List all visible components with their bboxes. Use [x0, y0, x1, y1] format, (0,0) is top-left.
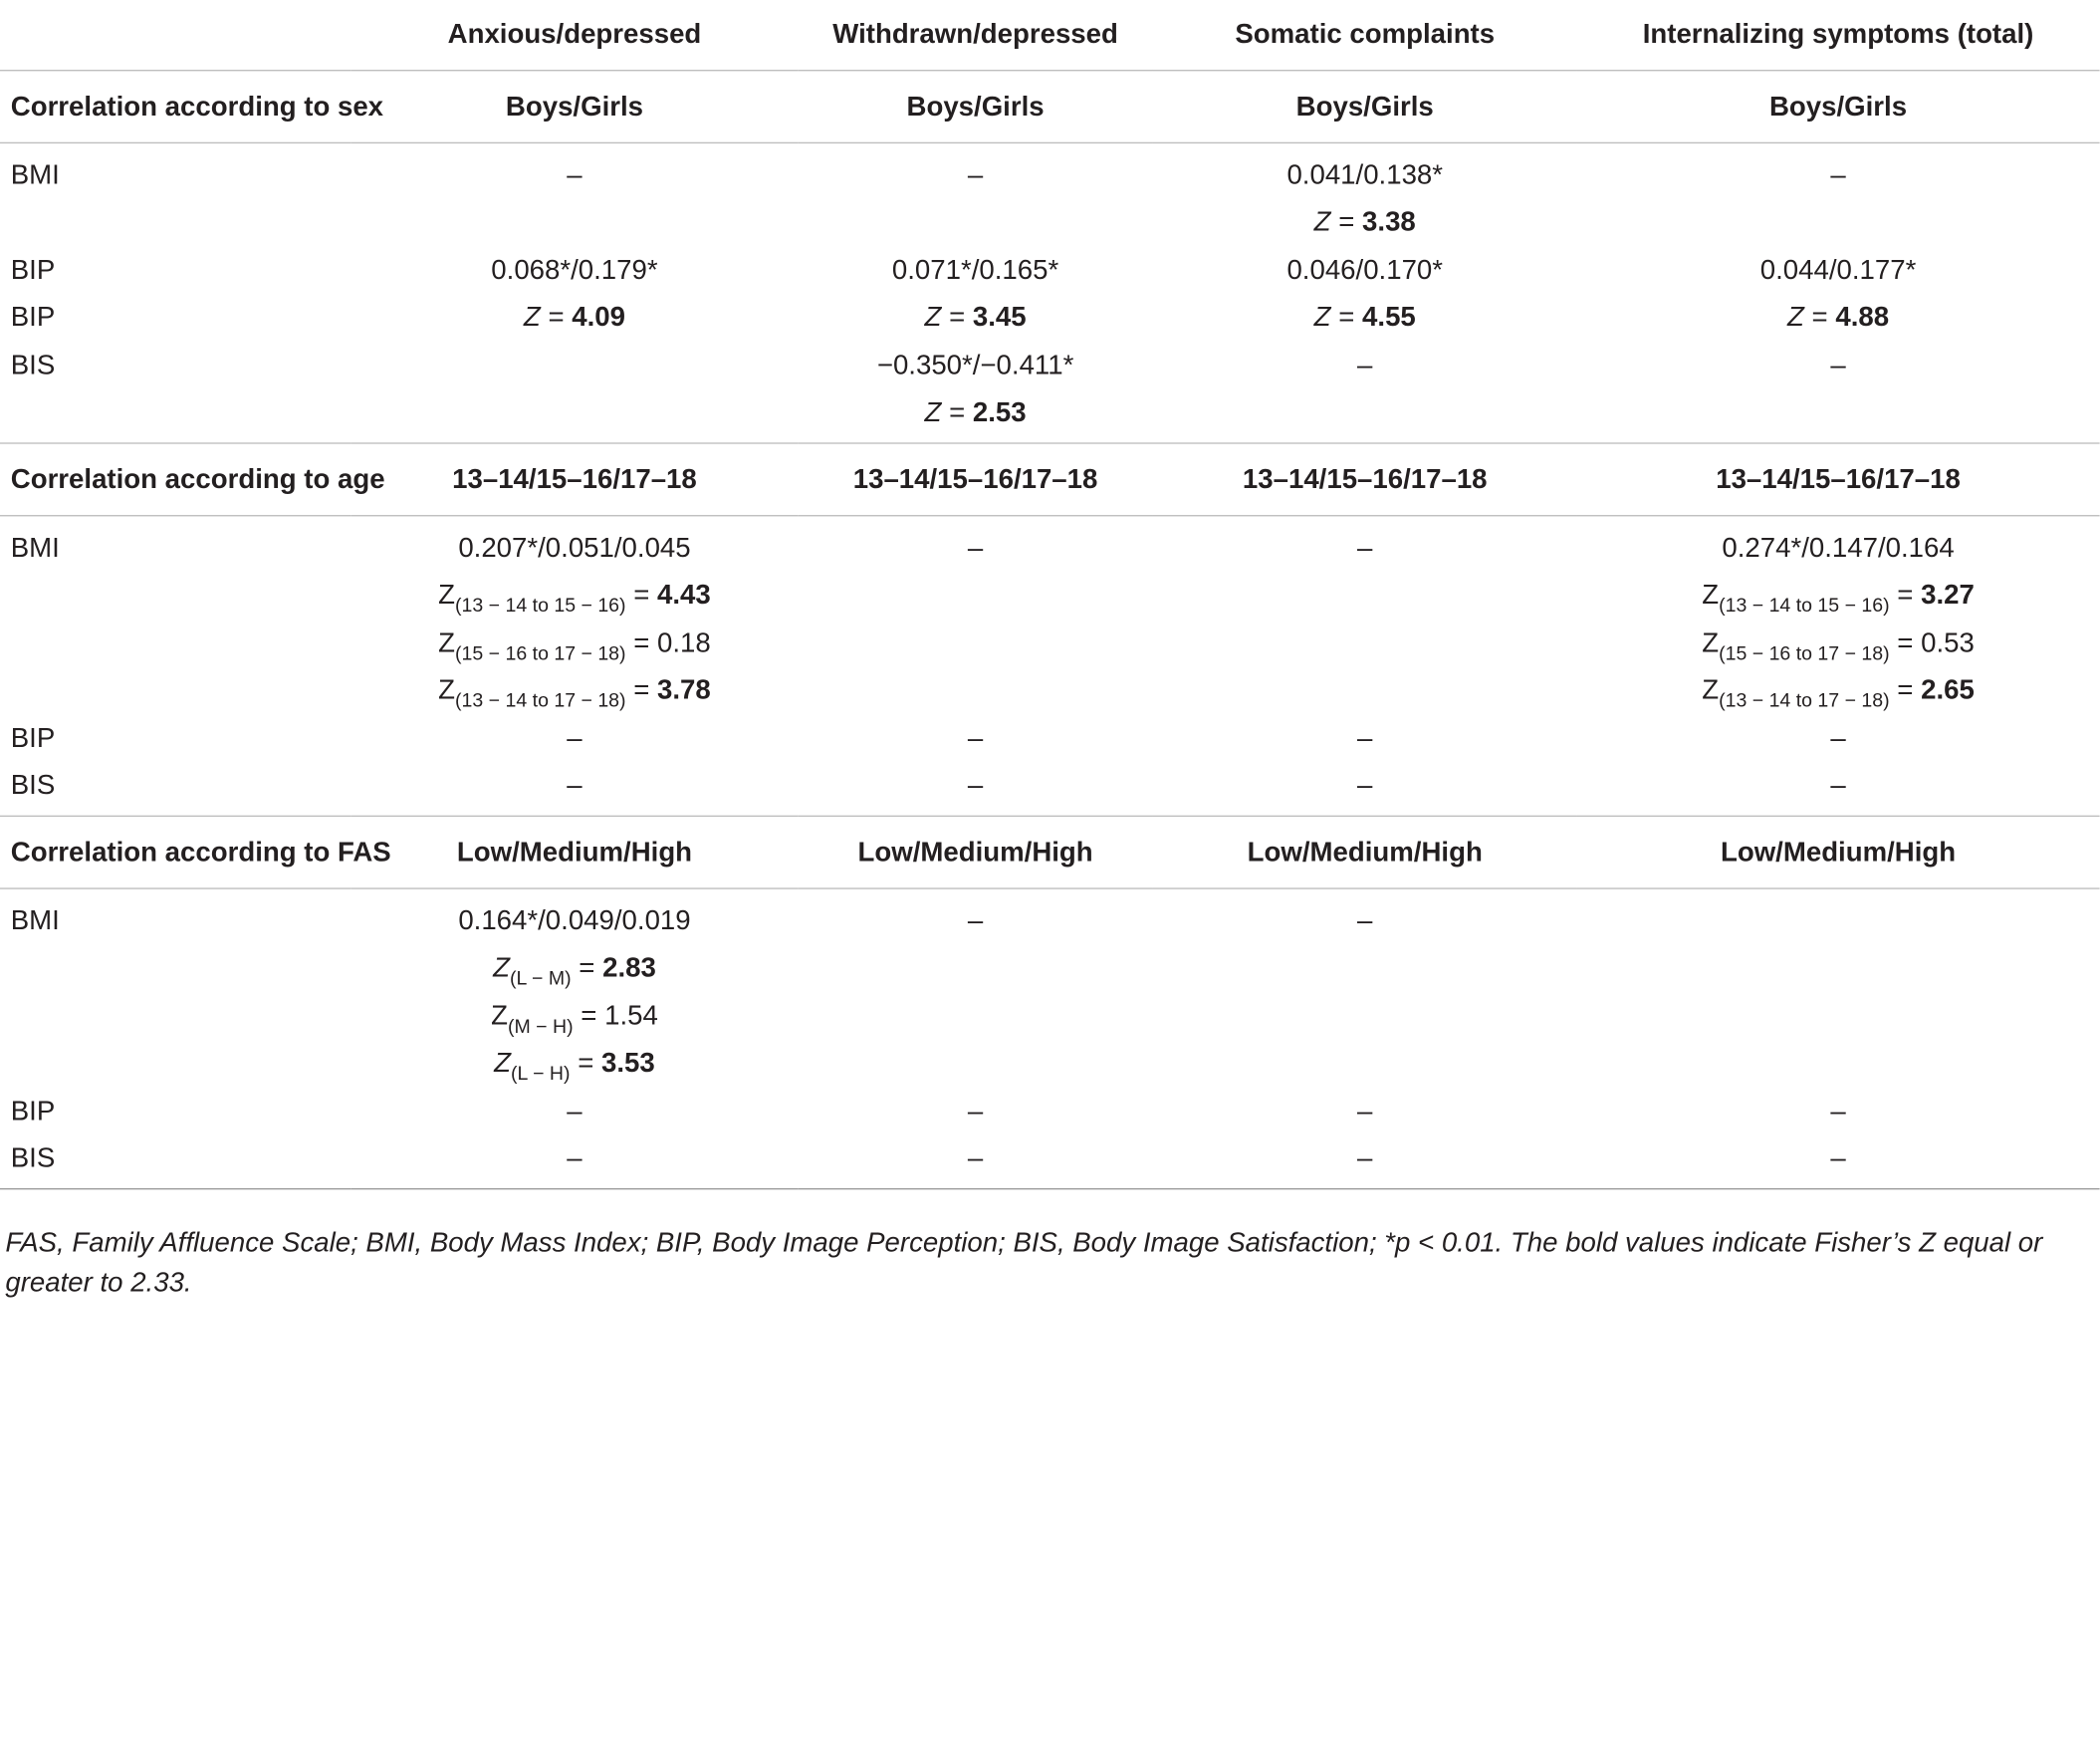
row-label: BIP [10, 302, 56, 334]
table-cell [1576, 199, 2099, 247]
section-group-label: 13–14/15–16/17–18 [351, 443, 798, 516]
table-cell: – [567, 722, 583, 754]
equals-sign: = [1897, 674, 1914, 706]
table-cell [1153, 992, 1576, 1040]
column-header-blank [0, 0, 351, 71]
row-label [0, 620, 351, 667]
table-cell [798, 667, 1153, 715]
equals-sign: = [1811, 302, 1828, 334]
row-label: BMI [10, 904, 60, 936]
section-group-label: Low/Medium/High [798, 816, 1153, 888]
table-row [0, 715, 2100, 763]
z-subscript: (13 − 14 to 15 − 16) [1719, 596, 1890, 618]
table-cell [798, 1040, 1153, 1088]
section-header-row [0, 71, 2100, 143]
fisher-z-cell [1153, 295, 1576, 343]
z-symbol: Z [494, 1047, 512, 1079]
table-body [0, 71, 2100, 1189]
table-cell: 0.207*/0.051/0.045 [458, 532, 691, 564]
table-cell: – [1357, 904, 1373, 936]
equals-sign: = [1897, 626, 1914, 658]
column-header-internalizing-total: Internalizing symptoms (total) [1642, 18, 2034, 50]
z-subscript: (M − H) [507, 1016, 574, 1038]
z-value: 2.53 [972, 396, 1027, 428]
table-cell: – [1357, 770, 1373, 802]
table-cell [1153, 620, 1576, 667]
section-group-label: 13–14/15–16/17–18 [798, 443, 1153, 516]
fisher-z-cell [351, 572, 798, 620]
equals-sign: = [1897, 580, 1914, 611]
z-symbol: Z [1702, 674, 1720, 706]
z-value: 3.38 [1362, 206, 1416, 238]
table-cell [1153, 572, 1576, 620]
z-value: 3.45 [972, 302, 1027, 334]
section-group-label: Low/Medium/High [351, 816, 798, 888]
section-header-row [0, 443, 2100, 516]
section-group-label: Boys/Girls [1153, 71, 1576, 143]
table-row [0, 1040, 2100, 1088]
z-subscript: (L − M) [509, 968, 572, 991]
table-cell: – [567, 770, 583, 802]
fisher-z-cell [351, 1040, 798, 1088]
fisher-z-cell [351, 295, 798, 343]
fisher-z-cell [1153, 199, 1576, 247]
row-label: BIP [10, 254, 56, 286]
fisher-z-cell [351, 667, 798, 715]
fisher-z-cell [351, 620, 798, 667]
z-subscript: (13 − 14 to 17 − 18) [1719, 690, 1890, 713]
table-cell: 0.041/0.138* [1286, 158, 1444, 190]
fisher-z-cell [798, 389, 1153, 443]
column-header-anxious-depressed: Anxious/depressed [447, 18, 702, 50]
table-cell: 0.068*/0.179* [491, 254, 658, 286]
table-cell: – [1357, 722, 1373, 754]
table-cell: – [567, 1095, 583, 1126]
row-label [0, 992, 351, 1040]
table-cell [1153, 389, 1576, 443]
fisher-z-cell [351, 992, 798, 1040]
section-group-label: Boys/Girls [798, 71, 1153, 143]
row-label [0, 199, 351, 247]
z-symbol: Z [1313, 206, 1331, 238]
table-cell [798, 620, 1153, 667]
table-cell: – [1830, 770, 1846, 802]
row-label [0, 1040, 351, 1088]
table-cell: – [567, 158, 583, 190]
z-symbol: Z [1786, 302, 1804, 334]
equals-sign: = [1338, 206, 1355, 238]
z-subscript: (15 − 16 to 17 − 18) [1719, 642, 1890, 665]
z-value: 4.43 [657, 580, 711, 611]
section-title: Correlation according to sex [0, 71, 351, 143]
table-cell: – [967, 1095, 984, 1126]
table-cell: – [351, 1135, 798, 1189]
table-cell [798, 199, 1153, 247]
row-label [0, 389, 351, 443]
table-cell [351, 389, 798, 443]
z-subscript: (L − H) [511, 1064, 571, 1086]
table-cell: 0.164*/0.049/0.019 [458, 904, 691, 936]
table-cell [351, 342, 798, 389]
section-group-label: Low/Medium/High [1576, 816, 2099, 888]
column-header-row [0, 0, 2100, 71]
fisher-z-cell [1576, 620, 2099, 667]
table-cell: 0.046/0.170* [1286, 254, 1444, 286]
row-label [0, 572, 351, 620]
z-symbol: Z [1702, 580, 1720, 611]
section-title: Correlation according to FAS [0, 816, 351, 888]
table-cell [1576, 945, 2099, 993]
row-label: BIS [0, 1135, 351, 1189]
z-value: 3.27 [1921, 580, 1975, 611]
z-subscript: (13 − 14 to 15 − 16) [455, 596, 626, 618]
z-value: 3.53 [601, 1047, 655, 1079]
equals-sign: = [633, 626, 650, 658]
table-cell [798, 945, 1153, 993]
row-label: BMI [10, 532, 60, 564]
table-cell: – [967, 904, 984, 936]
table-row [0, 389, 2100, 443]
table-cell: 0.274*/0.147/0.164 [1722, 532, 1955, 564]
table-cell [1576, 389, 2099, 443]
equals-sign: = [633, 580, 650, 611]
z-value: 0.18 [657, 626, 711, 658]
z-value: 0.53 [1921, 626, 1975, 658]
section-group-label: 13–14/15–16/17–18 [1576, 443, 2099, 516]
z-value: 4.88 [1835, 302, 1890, 334]
z-symbol: Z [924, 302, 942, 334]
fisher-z-cell [1576, 667, 2099, 715]
row-label: BIS [10, 770, 56, 802]
table-cell [798, 992, 1153, 1040]
table-row [0, 888, 2100, 945]
table-row [0, 762, 2100, 816]
z-subscript: (15 − 16 to 17 − 18) [455, 642, 626, 665]
row-label [0, 945, 351, 993]
equals-sign: = [949, 396, 966, 428]
row-label [0, 667, 351, 715]
z-value: 2.65 [1921, 674, 1975, 706]
table-cell [1153, 667, 1576, 715]
row-label: BIP [10, 1095, 56, 1126]
row-label: BIS [10, 350, 56, 381]
table-cell: – [1830, 158, 1846, 190]
row-label: BMI [10, 158, 60, 190]
z-value: 4.09 [572, 302, 626, 334]
z-value: 2.83 [602, 952, 656, 984]
table-cell [1153, 945, 1576, 993]
table-row [0, 199, 2100, 247]
column-header-withdrawn-depressed: Withdrawn/depressed [832, 18, 1118, 50]
section-title: Correlation according to age [0, 443, 351, 516]
z-value: 4.55 [1362, 302, 1416, 334]
z-symbol: Z [438, 580, 456, 611]
equals-sign: = [581, 1000, 597, 1032]
section-group-label: Boys/Girls [351, 71, 798, 143]
table-row [0, 342, 2100, 389]
z-symbol: Z [1702, 626, 1720, 658]
table-cell [798, 572, 1153, 620]
table-cell: 0.071*/0.165* [891, 254, 1059, 286]
table-row [0, 992, 2100, 1040]
row-label: BIP [10, 722, 56, 754]
table-row [0, 945, 2100, 993]
table-row [0, 516, 2100, 573]
table-cell: – [1830, 722, 1846, 754]
z-symbol: Z [493, 952, 510, 984]
table-cell: – [1357, 532, 1373, 564]
z-value: 3.78 [657, 674, 711, 706]
table-cell: – [1357, 1095, 1373, 1126]
table-cell: – [798, 1135, 1153, 1189]
table-row [0, 1088, 2100, 1135]
z-symbol: Z [924, 396, 942, 428]
z-symbol: Z [491, 1000, 508, 1032]
equals-sign: = [1338, 302, 1355, 334]
table-cell: – [1830, 1095, 1846, 1126]
fisher-z-cell [1576, 295, 2099, 343]
table-cell [1576, 992, 2099, 1040]
table-row [0, 572, 2100, 620]
table-row [0, 295, 2100, 343]
equals-sign: = [548, 302, 565, 334]
table-cell [1576, 1040, 2099, 1088]
z-symbol: Z [438, 626, 456, 658]
table-cell: – [1830, 350, 1846, 381]
z-value: 1.54 [604, 1000, 658, 1032]
section-group-label: Low/Medium/High [1153, 816, 1576, 888]
z-symbol: Z [438, 674, 456, 706]
table-cell: – [967, 722, 984, 754]
section-group-label: 13–14/15–16/17–18 [1153, 443, 1576, 516]
table-row [0, 1135, 2100, 1189]
equals-sign: = [578, 1047, 594, 1079]
equals-sign: = [579, 952, 595, 984]
table-cell [1576, 888, 2099, 945]
fisher-z-cell [351, 945, 798, 993]
table-cell: −0.350*/−0.411* [876, 350, 1074, 381]
section-group-label: Boys/Girls [1576, 71, 2099, 143]
z-symbol: Z [1313, 302, 1331, 334]
z-subscript: (13 − 14 to 17 − 18) [455, 690, 626, 713]
equals-sign: = [633, 674, 650, 706]
table-cell: – [1153, 1135, 1576, 1189]
table-footnote: FAS, Family Affluence Scale; BMI, Body Mass Index; BIP, Body Image Perception; BIS, Body Image Satisfaction; *p < 0.01. The bold values indicate Fisher’s Z equal or greater to 2.33. [5, 1227, 2043, 1299]
table-cell: – [1576, 1135, 2099, 1189]
table-cell: – [967, 532, 984, 564]
section-header-row [0, 816, 2100, 888]
table-cell: 0.044/0.177* [1759, 254, 1917, 286]
equals-sign: = [949, 302, 966, 334]
table-row [0, 667, 2100, 715]
table-row [0, 620, 2100, 667]
table-cell: – [967, 158, 984, 190]
table-cell [351, 199, 798, 247]
column-header-somatic-complaints: Somatic complaints [1235, 18, 1496, 50]
table-row [0, 142, 2100, 199]
table-cell: – [1357, 350, 1373, 381]
fisher-z-cell [798, 295, 1153, 343]
table-row [0, 247, 2100, 295]
table-cell: – [967, 770, 984, 802]
fisher-z-cell [1576, 572, 2099, 620]
z-symbol: Z [523, 302, 541, 334]
table-cell [1153, 1040, 1576, 1088]
